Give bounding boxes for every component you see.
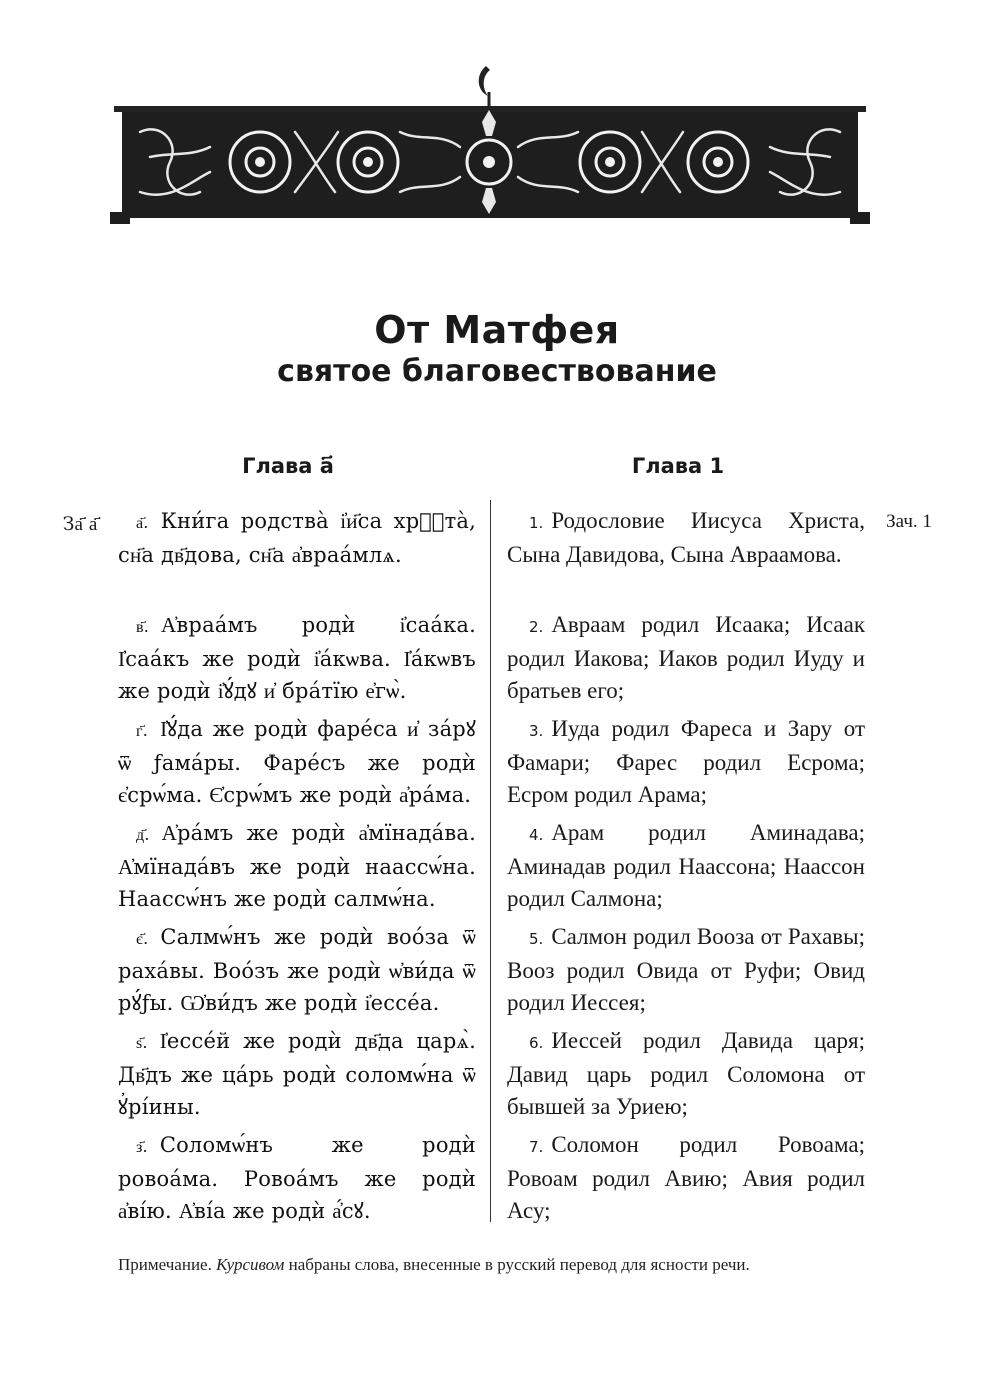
- verse-number: д҃.: [136, 825, 150, 844]
- verse: [118, 713, 476, 811]
- verse-number: 7.: [529, 1138, 544, 1156]
- footnote: [118, 1252, 866, 1278]
- footnote-italic: Курсивом: [216, 1255, 285, 1274]
- footnote-text: набраны слова, внесенные в русский перевод для ясности речи.: [288, 1255, 750, 1274]
- chapter-heading-russian: Глава 1: [631, 454, 725, 478]
- verse-number: є҃.: [136, 929, 149, 948]
- verse: [507, 505, 865, 571]
- verse-text: Иуда родил Фареса и Зару от Фамари; Фарес родил Есрома; Есром родил Арама;: [507, 716, 865, 807]
- verse-text: Соломѡ́нъ же родѝ ровоа́ма. Ровоа́мъ же родѝ а҆ві́ю. А҆ві́а же родѝ а҆́сꙋ.: [118, 1133, 476, 1223]
- chapter-heading-slavonic: Глава а҃: [242, 454, 334, 478]
- verse-text: Салмѡ́нъ же родѝ воо́за ѿ раха́вы. Воо́зъ же родѝ ѡ҆ви́да ѿ рꙋ́ƒы. Ѡ҆ви́дъ же родѝ і҆ессе́а.: [118, 925, 476, 1015]
- verse: [118, 817, 476, 915]
- verse-text: Родословие Иисуса Христа, Сына Давидова, Сына Авраамова.: [507, 508, 865, 567]
- verse-text: І҆ꙋ́да же родѝ фаре́са и҆ за́рꙋ ѿ ƒама́ры. Фаре́съ же родѝ є҆срѡ́ма. Є҆срѡ́мъ же родѝ а҆ра́ма.: [118, 717, 476, 807]
- verse: [118, 505, 476, 571]
- verse-number: а҃.: [136, 513, 149, 532]
- verse-number: 5.: [529, 930, 544, 948]
- verse-number: г҃.: [136, 721, 149, 740]
- verse: [118, 921, 476, 1019]
- verse-text: Авраам родил Исаака; Исаак родил Иакова; Иаков родил Иуду и братьев его;: [507, 612, 865, 703]
- verse-text: І҆ессе́й же родѝ дв҃да царѧ̀. Дв҃дъ же ца́рь родѝ соломѡ́на ѿ ꙋ҆рі́ины.: [118, 1029, 476, 1119]
- verse-text: А҆ра́мъ же родѝ а҆мїнада́ва. А҆мїнада́въ же родѝ наассѡ́на. Наассѡ́нъ же родѝ салмѡ́на.: [118, 821, 476, 911]
- verse: [507, 1025, 865, 1123]
- verse-number: ѕ҃.: [136, 1033, 148, 1052]
- verse: [507, 921, 865, 1019]
- page-title: От Матфея: [374, 308, 620, 352]
- verse-number: з҃.: [136, 1137, 148, 1156]
- verse-text: Соломон родил Ровоама; Ровоам родил Авию; Авия родил Асу;: [507, 1132, 865, 1223]
- verse-text: Кни́га родства̀ і҆и҃са хрⷭ҇та̀, сн҃а дв҃дова, сн҃а а҆враа́млѧ.: [118, 509, 476, 567]
- page-subtitle: святое благовествование: [277, 354, 717, 389]
- verse: [118, 1129, 476, 1227]
- verse-text: Арам родил Аминадава; Аминадав родил Наассона; Наассон родил Салмона;: [507, 820, 865, 911]
- ornamental-headpiece: [110, 62, 870, 232]
- verse: [507, 817, 865, 915]
- verse-number: 4.: [529, 826, 544, 844]
- verse-text: Иессей родил Давида царя; Давид царь родил Соломона от бывшей за Уриею;: [507, 1028, 865, 1119]
- footnote-prefix: Примечание.: [118, 1255, 212, 1274]
- verse-number: 1.: [529, 514, 544, 532]
- verse: [507, 713, 865, 811]
- verse-text: А҆враа́мъ родѝ і҆саа́ка. І҆саа́къ же родѝ і҆а́кѡва. І҆а́кѡвъ же родѝ і҆ꙋ́дꙋ и҆ бра́тїю е҆гѡ̀.: [118, 613, 476, 703]
- zachalo-note-russian: Зач. 1: [886, 511, 932, 532]
- zachalo-note-slavonic: За҃ а҃: [62, 513, 98, 535]
- verse: [118, 609, 476, 707]
- verse-number: 2.: [529, 618, 544, 636]
- verse-number: 3.: [529, 722, 544, 740]
- verse-text: Салмон родил Вооза от Рахавы; Вооз родил Овида от Руфи; Овид родил Иессея;: [507, 924, 865, 1015]
- verse: [507, 1129, 865, 1227]
- verse: [507, 609, 865, 707]
- column-divider: [490, 500, 491, 1222]
- verse-number: 6.: [529, 1034, 544, 1052]
- verse: [118, 1025, 476, 1123]
- verse-number: в҃.: [136, 617, 150, 636]
- crescent-finial-icon: [479, 66, 490, 96]
